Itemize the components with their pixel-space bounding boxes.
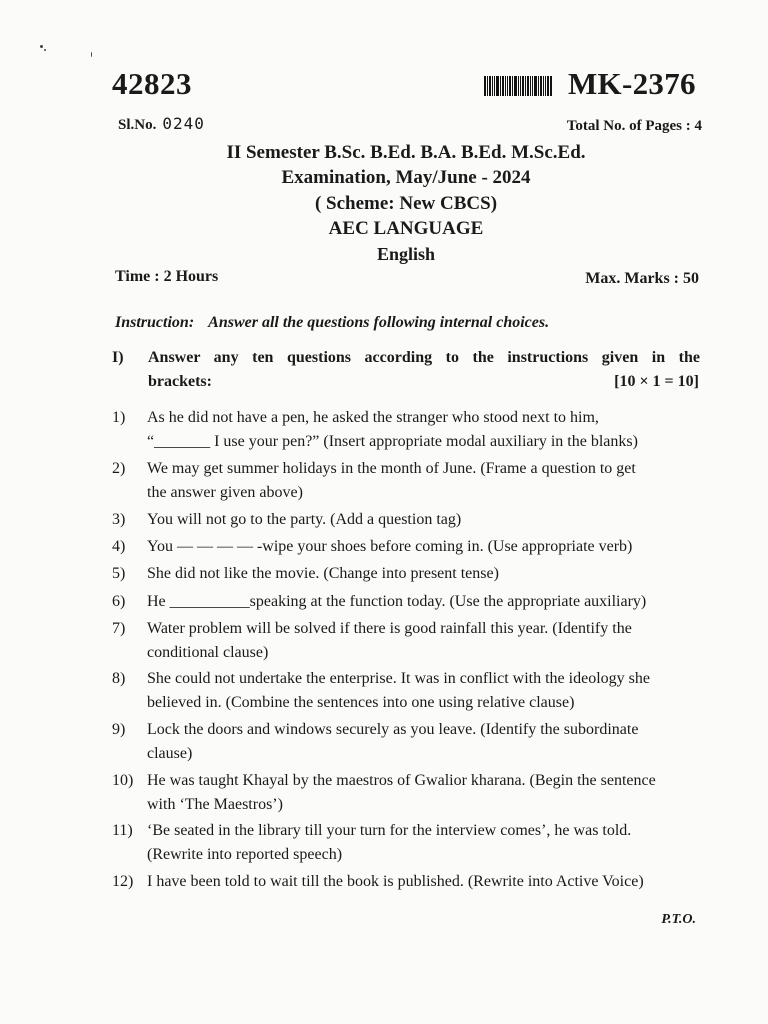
scan-speck [44, 49, 46, 51]
exam-title-line-1: II Semester B.Sc. B.Ed. B.A. B.Ed. M.Sc.Ed. [226, 142, 586, 163]
section-heading-line-1: Answer any ten questions according to the instructions given in the [148, 349, 700, 366]
exam-language: English [376, 244, 436, 264]
barcode-icon [484, 76, 552, 96]
section-heading-line-2: brackets: [148, 373, 212, 390]
exam-subject: AEC LANGUAGE [328, 218, 484, 239]
exam-title-line-2: Examination, May/June - 2024 [281, 167, 531, 188]
question-text: He __________speaking at the function today. (Use the appropriate auxiliary) [147, 593, 647, 610]
page-turn-note: P.T.O. [661, 912, 696, 927]
serial-number [118, 114, 205, 134]
question-number: 7) [112, 620, 126, 637]
question-number: 10) [112, 772, 134, 789]
question-text: We may get summer holidays in the month of June. (Frame a question to get [147, 460, 636, 477]
question-number: 11) [112, 822, 133, 839]
question-number: 8) [112, 670, 126, 687]
question-number: 9) [112, 721, 126, 738]
paper-code-left: 42823 [112, 66, 192, 101]
question-text-cont: believed in. (Combine the sentences into one using relative clause) [147, 694, 575, 711]
instruction-text: Answer all the questions following internal choices. [208, 314, 550, 331]
question-number: 2) [112, 460, 126, 477]
question-number: 12) [112, 873, 134, 890]
exam-max-marks: Max. Marks : 50 [585, 270, 699, 287]
question-text: You — — — — -wipe your shoes before coming in. (Use appropriate verb) [147, 538, 633, 555]
question-number: 6) [112, 593, 126, 610]
exam-time: Time : 2 Hours [115, 268, 219, 285]
question-number: 4) [112, 538, 126, 555]
section-marks: [10 × 1 = 10] [614, 373, 699, 390]
scan-speck [40, 45, 43, 48]
question-text: You will not go to the party. (Add a question tag) [147, 511, 462, 528]
question-text-cont: with ‘The Maestros’) [147, 796, 283, 813]
question-text: Water problem will be solved if there is good rainfall this year. (Identify the [147, 620, 632, 637]
question-text: She did not like the movie. (Change into present tense) [147, 565, 499, 582]
section-number: I) [112, 349, 124, 366]
serial-number-label: Sl.No. [118, 117, 157, 133]
question-number: 3) [112, 511, 126, 528]
paper-code-right: MK-2376 [568, 66, 696, 101]
question-text: She could not undertake the enterprise. It was in conflict with the ideology she [147, 670, 650, 687]
question-number: 1) [112, 409, 126, 426]
question-text: As he did not have a pen, he asked the stranger who stood next to him, [147, 409, 599, 426]
question-text-cont: conditional clause) [147, 644, 269, 661]
question-text: I have been told to wait till the book is published. (Rewrite into Active Voice) [147, 873, 644, 890]
question-number: 5) [112, 565, 126, 582]
total-pages: Total No. of Pages : 4 [566, 118, 702, 134]
scan-speck [91, 52, 92, 57]
instruction [115, 314, 549, 332]
question-text-cont: “_______ I use your pen?” (Insert appropriate modal auxiliary in the blanks) [147, 433, 638, 450]
question-text: ‘Be seated in the library till your turn for the interview comes’, he was told. [147, 822, 632, 839]
question-text-cont: (Rewrite into reported speech) [147, 846, 343, 863]
question-text-cont: clause) [147, 745, 193, 762]
serial-number-value: 0240 [162, 114, 205, 133]
question-text-cont: the answer given above) [147, 484, 303, 501]
instruction-label: Instruction: [115, 314, 195, 331]
exam-scheme: ( Scheme: New CBCS) [314, 193, 498, 214]
question-text: He was taught Khayal by the maestros of Gwalior kharana. (Begin the sentence [147, 772, 656, 789]
question-text: Lock the doors and windows securely as you leave. (Identify the subordinate [147, 721, 639, 738]
